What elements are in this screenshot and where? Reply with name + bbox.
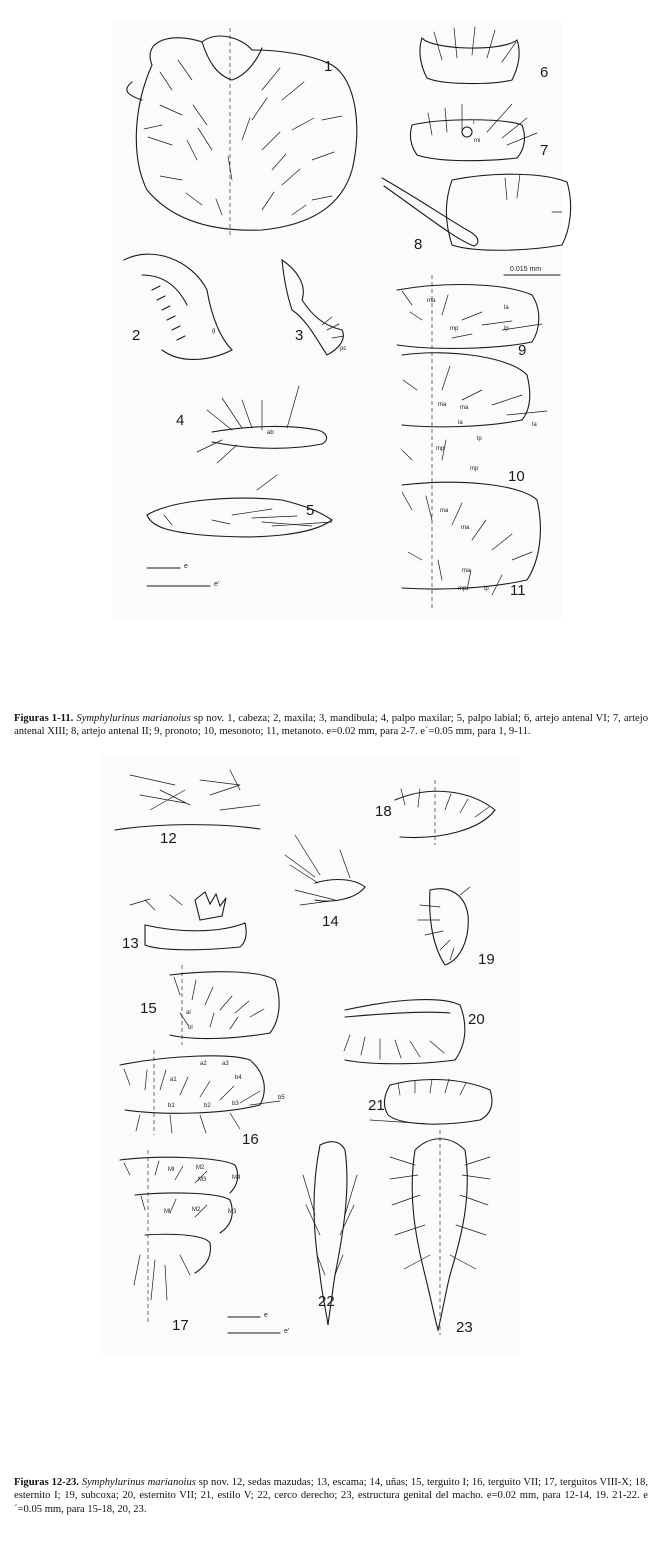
- seta-label: b3: [232, 1101, 239, 1107]
- fig-number: 11: [510, 582, 526, 599]
- fig-number: 14: [322, 913, 339, 930]
- fig-number: 19: [478, 951, 495, 968]
- fig3-mandible: [282, 260, 347, 355]
- fig15-tergite-i: [170, 965, 279, 1045]
- seta-label: la: [504, 305, 509, 311]
- fig7-antennal-article-xiii: [410, 104, 537, 161]
- seta-label: T: [472, 120, 476, 126]
- fig-number: 10: [508, 468, 525, 485]
- caption-label: Figuras 1-11.: [14, 713, 74, 724]
- scale-bar-label: e': [284, 1328, 290, 1335]
- fig23-male-genital-structure: [390, 1130, 490, 1335]
- fig5-labial-palp: [147, 475, 332, 537]
- figure-caption-1-11: [14, 712, 648, 739]
- seta-label: b4: [235, 1075, 242, 1081]
- seta-label: M3: [198, 1177, 207, 1183]
- fig-number: 3: [295, 327, 304, 344]
- seta-label: M3: [228, 1209, 237, 1215]
- figure-plate-1-11: [112, 20, 562, 620]
- fig-number: 23: [456, 1319, 473, 1336]
- seta-label: M2: [192, 1207, 201, 1213]
- fig1-head-drawing: [127, 28, 357, 235]
- figure-plate-12-23: [100, 755, 520, 1355]
- scale-bar-label: e: [264, 1312, 268, 1319]
- seta-label: lp: [504, 326, 509, 332]
- figure-caption-12-23: [14, 1476, 648, 1516]
- seta-label: Ml: [164, 1209, 171, 1215]
- scale-bar-label: e: [184, 563, 188, 570]
- seta-label: ma: [440, 508, 449, 514]
- fig18-sternite-i: [395, 780, 495, 845]
- fig13-scale: [130, 892, 246, 950]
- seta-label: la: [532, 422, 537, 428]
- fig14-claws: [285, 835, 365, 905]
- seta-label: mi: [474, 138, 481, 144]
- fig20-sternite-vii: [344, 1000, 465, 1064]
- fig-number: 22: [318, 1293, 335, 1310]
- fig-number: 21: [368, 1097, 385, 1114]
- seta-label: mp: [458, 586, 467, 592]
- caption-species: Symphylurinus marianoius: [76, 713, 191, 724]
- seta-label: mp: [436, 446, 445, 452]
- fig-number: 1: [324, 58, 333, 75]
- caption-text: sp nov. 12, sedas mazudas; 13, escama; 14, uñas; 15, terguito I; 16, terguito VII; 17, terguitos VIII-X; 18, esternito I; 19, subcoxa; 20, esternito VII; 21, estilo V; 22, cerco derecho; 23, estructura genital del macho. e=0.02 mm, para 12-14, 19. 21-22. e´=0.05 mm, para 15-18, 20, 23.: [14, 1477, 648, 1515]
- fig21-stylus-v: [370, 1079, 492, 1124]
- fig-number: 2: [132, 327, 141, 344]
- fig-number: 8: [414, 236, 423, 253]
- fig12-clubbed-setae: [115, 770, 260, 830]
- fig9-11-nota: [147, 275, 547, 610]
- seta-label: ma: [461, 525, 470, 531]
- fig8-antennal-article-ii: [382, 174, 571, 275]
- caption-label: Figuras 12-23.: [14, 1477, 79, 1488]
- scale-bar-label: 0.015 mm: [510, 266, 542, 273]
- seta-label: ab: [267, 430, 274, 436]
- fig-number: 20: [468, 1011, 485, 1028]
- fig-number: 9: [518, 342, 527, 359]
- seta-label: la: [458, 420, 463, 426]
- scale-bar-label: e': [214, 581, 220, 588]
- seta-label: bl: [188, 1025, 193, 1031]
- seta-label: a2: [200, 1061, 207, 1067]
- seta-label: g: [212, 328, 216, 334]
- seta-label: ma: [462, 568, 471, 574]
- fig-number: 5: [306, 502, 315, 519]
- seta-label: M2: [196, 1165, 205, 1171]
- seta-label: ma: [460, 405, 469, 411]
- fig-number: 18: [375, 803, 392, 820]
- seta-label: mp: [470, 466, 479, 472]
- seta-label: ma: [438, 402, 447, 408]
- seta-label: lp: [484, 586, 489, 592]
- plate-1-drawings: [112, 20, 562, 620]
- fig-number: 4: [176, 412, 185, 429]
- seta-label: mp: [450, 326, 459, 332]
- fig-number: 15: [140, 1000, 157, 1017]
- fig-number: 12: [160, 830, 177, 847]
- fig-number: 16: [242, 1131, 259, 1148]
- fig-number: 7: [540, 142, 549, 159]
- seta-label: Ml: [168, 1167, 175, 1173]
- fig19-subcoxa: [418, 887, 470, 965]
- seta-label: al: [186, 1010, 191, 1016]
- caption-text: sp nov. 1, cabeza; 2, maxila; 3, mandíbula; 4, palpo maxilar; 5, palpo labial; 6, artejo antenal VI; 7, artejo antenal XIII; 8, artejo antenal II; 9, pronoto; 10, mesonoto; 11, metanoto. e=0.02 mm, para 2-7. e´=0.05 mm, para 1, 9-11.: [14, 713, 649, 738]
- seta-label: pc: [340, 346, 347, 352]
- seta-label: lp: [477, 436, 482, 442]
- seta-label: b5: [278, 1095, 285, 1101]
- seta-label: a3: [222, 1061, 229, 1067]
- seta-label: b1: [168, 1103, 175, 1109]
- fig4-maxillary-palp: [197, 386, 327, 463]
- fig-number: 6: [540, 64, 549, 81]
- fig6-antennal-article-vi: [420, 27, 519, 84]
- seta-label: a1: [170, 1077, 177, 1083]
- seta-label: ma: [427, 298, 436, 304]
- fig-number: 13: [122, 935, 139, 952]
- fig-number: 17: [172, 1317, 189, 1334]
- seta-label: M4: [232, 1175, 241, 1181]
- caption-species: Symphylurinus marianoius: [81, 1477, 196, 1488]
- seta-label: b2: [204, 1103, 211, 1109]
